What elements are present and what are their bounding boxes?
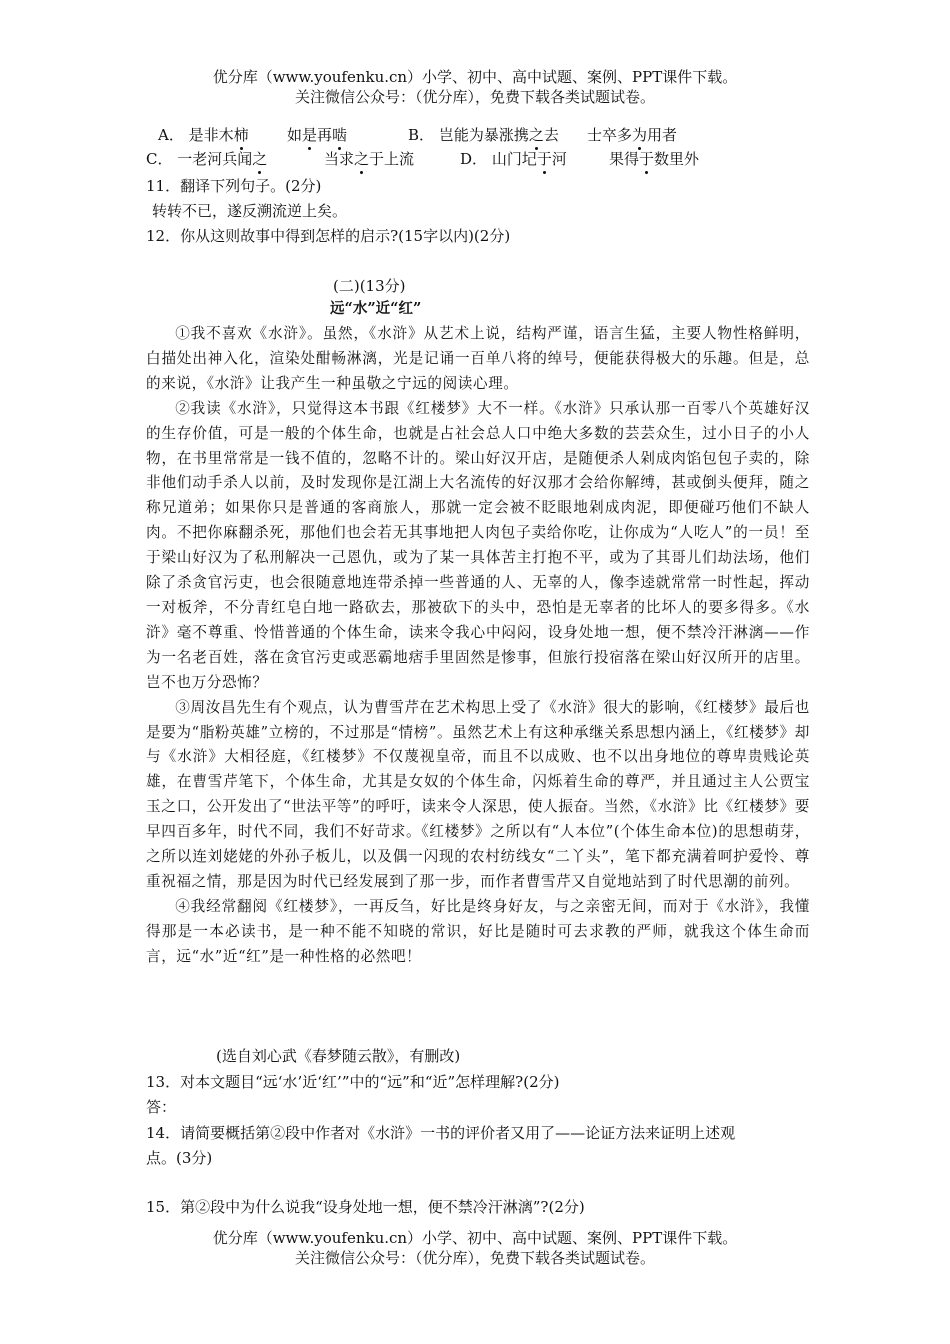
option-d-phrase-2	[609, 148, 699, 170]
phrase-text: 当求	[324, 150, 355, 168]
dotted-character: 之	[354, 150, 370, 168]
phrase-text: 一老河兵闻	[177, 150, 253, 168]
footer-line-2: 关注微信公众号：（优分库），免费下载各类试题试卷。	[294, 1249, 655, 1267]
page-header	[0, 67, 950, 107]
option-a-phrase-2	[287, 124, 347, 146]
phrase-text: 山门圮	[491, 150, 537, 168]
question-11-sentence: 转转不已，遂反溯流逆上矣。	[152, 202, 348, 220]
header-line-1: 优分库（www.youfenku.cn）小学、初中、高中试题、案例、PPT课件下载。	[212, 68, 738, 86]
phrase-text: 河	[551, 150, 567, 168]
question-14-line-2: 点。(3分)	[146, 1149, 213, 1167]
phrase-text: 是非木	[188, 126, 234, 144]
article-body	[146, 322, 810, 970]
phrase-text: 用者	[647, 126, 678, 144]
article-paragraph-3: ③周汝昌先生有个观点，认为曹雪芹在艺术构思上受了《水浒》很大的影响，《红楼梦》最后也是要为“脂粉英雄”立榜的，不过那是“情榜”。虽然艺术上有这种承继关系思想内涵上，《红楼梦》却与《水浒》大相径庭，《红楼梦》不仅蔑视皇帝，而且不以成败、也不以出身地位的尊卑贵贱论英雄，在曹雪芹笔下，个体生命，尤其是女奴的个体生命，闪烁着生命的尊严，并且通过主人公贾宝玉之口，公开发出了“世法平等”的呼吁，读来令人深思，使人振奋。当然，《水浒》比《红楼梦》要早四百多年，时代不同，我们不好苛求。《红楼梦》之所以有“人本位”(个体生命本位)的思想萌芽，之所以连刘姥姥的外孙子板儿，以及偶一闪现的农村纺线女“二丫头”，笔下都充满着呵护爱怜、尊重祝福之情，那是因为时代已经发展到了那一步，而作者曹雪芹又自觉地站到了时代思潮的前列。	[146, 698, 810, 890]
question-15: 15．第②段中为什么说我“设身处地一想，便不禁冷汗淋漓”?(2分)	[146, 1198, 585, 1216]
phrase-text: 果得	[609, 150, 640, 168]
option-b-phrase-1	[439, 126, 559, 144]
phrase-text: 去	[543, 126, 559, 144]
article-source: (选自刘心武《春梦随云散》，有删改)	[216, 1047, 461, 1065]
option-a	[158, 124, 249, 146]
dotted-character: 是	[302, 126, 318, 144]
dotted-character: 为	[632, 126, 648, 144]
dotted-character: 啮	[332, 126, 348, 144]
option-b	[408, 124, 559, 146]
question-12: 12．你从这则故事中得到怎样的启示?(15字以内)(2分)	[146, 227, 511, 245]
option-c-label: C．	[146, 150, 173, 168]
option-d-label: D．	[460, 150, 488, 168]
option-a-phrase-1	[189, 126, 249, 144]
phrase-text: 如	[287, 126, 303, 144]
option-c-phrase-1	[177, 150, 267, 168]
footer-line-1: 优分库（www.youfenku.cn）小学、初中、高中试题、案例、PPT课件下载。	[212, 1229, 738, 1247]
question-11: 11．翻译下列句子。(2分)	[146, 177, 322, 195]
question-14-line-1: 14．请简要概括第②段中作者对《水浒》一书的评价者又用了——论证方法来证明上述观	[146, 1124, 736, 1142]
phrase-text: 再	[317, 126, 333, 144]
section-number: (二)(13分)	[333, 277, 406, 295]
dotted-character: 于	[639, 150, 655, 168]
header-line-2: 关注微信公众号：（优分库），免费下载各类试题试卷。	[294, 88, 655, 106]
phrase-text: 岂能为暴涨携	[438, 126, 529, 144]
article-paragraph-4: ④我经常翻阅《红楼梦》，一再反刍，好比是终身好友，与之亲密无间，而对于《水浒》，我懂得那是一本必读书，是一种不能不知晓的常识，好比是随时可去求教的严师，就我这个体生命而言，远“水”近“红”是一种性格的必然吧！	[146, 897, 810, 965]
option-c	[146, 148, 267, 170]
dotted-character: 于	[536, 150, 552, 168]
dotted-character: 柿	[233, 126, 249, 144]
option-d	[460, 148, 567, 170]
option-d-phrase-1	[492, 150, 567, 168]
option-a-label: A．	[158, 126, 184, 144]
dotted-character: 之	[528, 126, 544, 144]
option-c-phrase-2	[324, 148, 414, 170]
dotted-character: 之	[252, 150, 268, 168]
article-paragraph-2: ②我读《水浒》，只觉得这本书跟《红楼梦》大不一样。《水浒》只承认那一百零八个英雄好汉的生存价值，可是一般的个体生命，也就是占社会总人口中绝大多数的芸芸众生，过小日子的小人物，在书里常常是一钱不值的，忽略不计的。梁山好汉开店，是随便杀人剁成肉馅包包子卖的，除非他们动手杀人以前，及时发现你是江湖上大名流传的好汉那才会给你解缚，甚或倒头便拜，随之称兄道弟；如果你只是普通的客商旅人，那就一定会被不眨眼地剁成肉泥，即便碰巧他们不缺人肉。不把你麻翻杀死，那他们也会若无其事地把人肉包子卖给你吃，让你成为“人吃人”的一员！至于梁山好汉为了私刑解决一己恩仇，或为了某一具体苦主打抱不平，或为了其哥儿们劫法场，他们除了杀贪官污吏，也会很随意地连带杀掉一些普通的人、无辜的人，像李逵就常常一时性起，挥动一对板斧，不分青红皂白地一路砍去，那被砍下的头中，恐怕是无辜者的比坏人的要多得多。《水浒》毫不尊重、怜惜普通的个体生命，读来令我心中闷闷，设身处地一想，便不禁冷汗淋漓——作为一名老百姓，落在贪官污吏或恶霸地痞手里固然是惨事，但旅行投宿落在梁山好汉所开的店里。岂不也万分恐怖？	[146, 399, 810, 691]
option-b-label: B．	[408, 126, 435, 144]
phrase-text: 于上流	[369, 150, 415, 168]
phrase-text: 士卒多	[587, 126, 633, 144]
phrase-text: 数里外	[654, 150, 700, 168]
question-13-answer-label: 答：	[146, 1098, 177, 1116]
page-footer	[0, 1228, 950, 1268]
article-title: 远“水”近“红”	[330, 300, 422, 317]
question-13: 13．对本文题目“远‘水’近‘红’”中的“远”和“近”怎样理解?(2分)	[146, 1073, 560, 1091]
option-b-phrase-2	[587, 124, 677, 146]
article-paragraph-1: ①我不喜欢《水浒》。虽然，《水浒》从艺术上说，结构严谨，语言生猛，主要人物性格鲜明，白描处出神入化，渲染处酣畅淋漓，光是记诵一百单八将的绰号，便能获得极大的乐趣。但是，总的来说，《水浒》让我产生一种虽敬之宁远的阅读心理。	[146, 325, 810, 392]
